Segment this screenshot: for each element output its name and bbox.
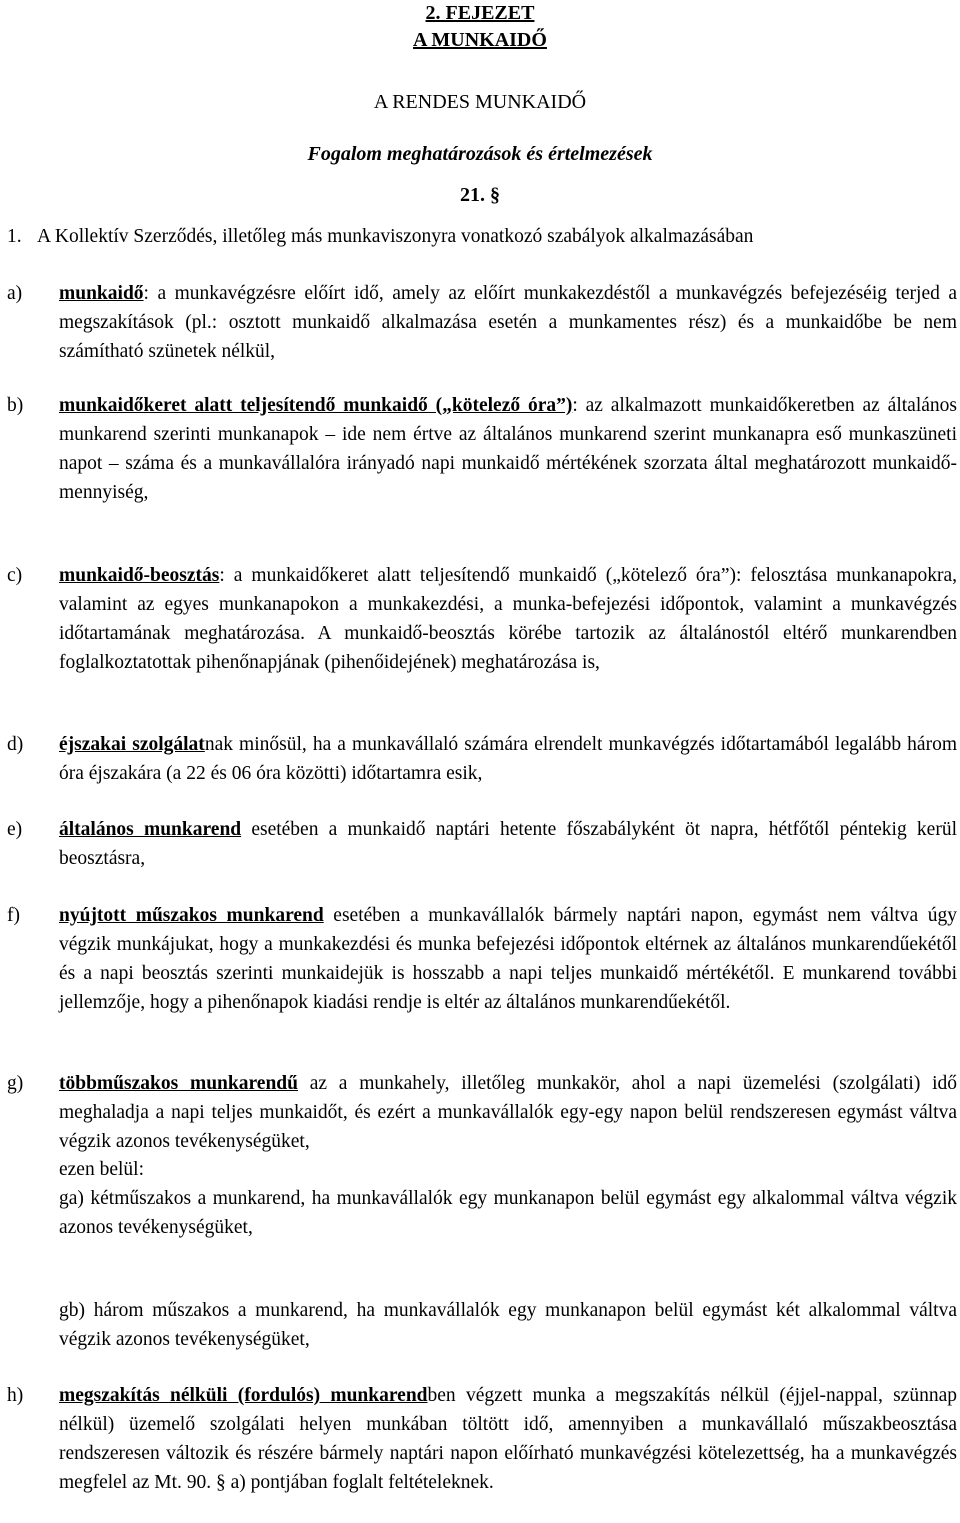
definition-item-h — [7, 1381, 957, 1497]
defined-term: éjszakai szolgálat — [59, 734, 205, 755]
item-label: h) — [7, 1385, 24, 1406]
defined-term: munkaidő-beosztás — [59, 565, 220, 586]
subsection-title: Fogalom meghatározások és értelmezések — [307, 143, 653, 165]
chapter-number: 2. FEJEZET — [425, 2, 535, 24]
definition-text: : a munkaidőkeret alatt teljesítendő munkaidő („kötelező óra”): felosztása munkanapokra, valamint az egyes munkanapokon a munkakezdési, a munka-befejezési időpontok, valamint a munkavégzés időtartamának meghatározása. A munkaidő-beosztás körébe tartozik az általánostól eltérő munkarendben foglalkoztatottak pihenőnapjának (pihenőidejének) meghatározása is, — [59, 565, 957, 673]
definition-item-c — [7, 561, 957, 677]
definition-item-f — [7, 901, 957, 1017]
definition-text: : a munkavégzésre előírt idő, amely az előírt munkakezdéstől a munkavégzés befejezéséig terjed a megszakítások (pl.: osztott munkaidő alkalmazása esetén a munkamentes rész) és a munkaidőbe be nem számítható szünetek nélkül, — [59, 283, 957, 362]
defined-term: megszakítás nélküli (fordulós) munkarend — [59, 1385, 428, 1406]
definition-item-b — [7, 391, 957, 507]
defined-term: általános munkarend — [59, 819, 242, 840]
definition-text: : az alkalmazott munkaidőkeretben az általános munkarend szerinti munkanapok – ide nem értve az általános munkarend szerint munkanapra eső munkaszüneti napot – száma és a munkavállalóra irányadó napi munkaidő mértékének szorzata által meghatározott munkaidő-mennyiség, — [59, 395, 957, 503]
intro-text: A Kollektív Szerződés, illetőleg más munkaviszonyra vonatkozó szabályok alkalmazásában — [37, 226, 754, 247]
intro-number: 1. — [7, 226, 22, 247]
item-label: e) — [7, 819, 23, 840]
defined-term: nyújtott műszakos munkarend — [59, 905, 324, 926]
defined-term: munkaidő — [59, 283, 144, 304]
item-label: d) — [7, 734, 24, 755]
definition-item-d — [7, 730, 957, 788]
defined-term: munkaidőkeret alatt teljesítendő munkaidő („kötelező óra”) — [59, 395, 573, 416]
subitem-ga: ga) kétműszakos a munkarend, ha munkavállalók egy munkanapon belül egymást egy alkalommal váltva végzik azonos tevékenységüket, — [59, 1188, 957, 1238]
definition-text: esetében a munkaidő naptári hetente főszabályként öt napra, hétfőtől péntekig kerül beosztásra, — [59, 819, 957, 869]
chapter-heading — [0, 0, 960, 54]
item-label: g) — [7, 1073, 24, 1094]
definition-item-g — [7, 1069, 957, 1156]
defined-term: többműszakos munkarendű — [59, 1073, 298, 1094]
subitem-gb: gb) három műszakos a munkarend, ha munkavállalók egy munkanapon belül egymást két alkalommal váltva végzik azonos tevékenységüket, — [59, 1300, 957, 1350]
definition-text: nak minősül, ha a munkavállaló számára elrendelt munkavégzés időtartamából legalább három óra éjszakára (a 22 és 06 óra közötti) időtartamra esik, — [59, 734, 957, 784]
item-label: b) — [7, 395, 24, 416]
subitems-intro: ezen belül: — [59, 1159, 144, 1180]
definition-item-e — [7, 815, 957, 873]
item-label: a) — [7, 283, 23, 304]
intro-line — [7, 222, 957, 251]
item-label: c) — [7, 565, 23, 586]
section-title: A RENDES MUNKAIDŐ — [373, 91, 587, 113]
definition-text: esetében a munkavállalók bármely naptári napon, egymást nem váltva úgy végzik munkájukat, hogy a munkakezdési és munka befejezési időpontok eltérnek az általános munkarendűekétől és a napi beosztás szerinti munkaidejük is hosszabb a napi teljes munkaidő mértékétől. E munkarend további jellemzője, hogy a pihenőnapok kiadási rendje is eltér az általános munkarendűekétől. — [59, 905, 957, 1013]
chapter-title: A MUNKAIDŐ — [413, 29, 547, 51]
definition-text: ben végzett munka a megszakítás nélkül (éjjel-nappal, szünnap nélkül) üzemelő szolgálati helyen munkában töltött idő, amennyiben a munkavállaló műszakbeosztása rendszeresen változik és részére bármely naptári napon előírható munkavégzési kötelezettség, ha a munkavégzés megfelel az Mt. 90. § a) pontjában foglalt feltételeknek. — [59, 1385, 957, 1493]
definition-item-a — [7, 279, 957, 366]
item-label: f) — [7, 905, 20, 926]
definition-text: az a munkahely, illetőleg munkakör, ahol a napi üzemelési (szolgálati) idő meghaladja a napi teljes munkaidőt, és ezért a munkavállalók egy-egy napon belül rendszeresen egymást váltva végzik azonos tevékenységüket, — [59, 1073, 957, 1152]
paragraph-number: 21. § — [460, 184, 500, 206]
